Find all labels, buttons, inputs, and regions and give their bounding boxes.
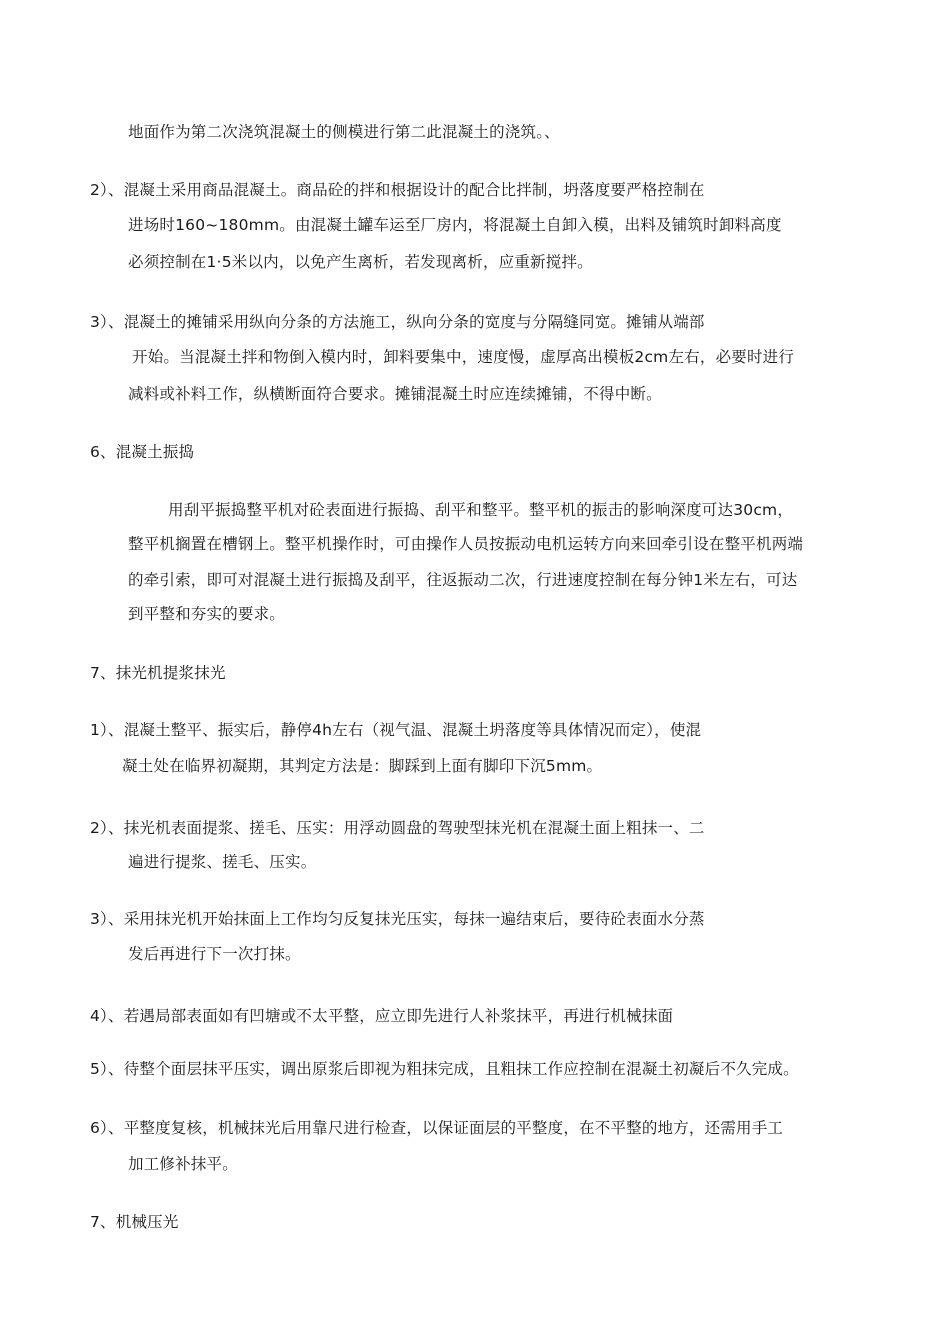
paragraph-line: 5）、待整个面层抹平压实，调出原浆后即视为粗抹完成，且粗抹工作应控制在混凝土初凝后不久完成。 [90, 1060, 799, 1078]
section-heading: 6、混凝土振捣 [90, 443, 195, 461]
paragraph-line: 1）、混凝土整平、振实后，静停4h左右（视气温、混凝土坍落度等具体情况而定），使混 [90, 721, 702, 739]
paragraph-line: 用刮平振捣整平机对砼表面进行振捣、刮平和整平。整平机的振击的影响深度可达30cm， [168, 501, 794, 519]
paragraph-line: 到平整和夯实的要求。 [128, 605, 286, 623]
paragraph-line: 进场时160~180mm。由混凝土罐车运至厂房内，将混凝土自卸入模，出料及铺筑时卸料高度 [128, 216, 782, 234]
paragraph-line: 发后再进行下一次打抹。 [128, 945, 301, 963]
section-heading: 7、抹光机提浆抹光 [90, 664, 226, 682]
paragraph-line: 4）、若遇局部表面如有凹塘或不太平整，应立即先进行人补浆抹平，再进行机械抹面 [90, 1007, 674, 1025]
paragraph-line: 的牵引索，即可对混凝土进行振捣及刮平，往返振动二次，行进速度控制在每分钟1米左右，可达 [128, 571, 798, 589]
paragraph-line: 3）、混凝土的摊铺采用纵向分条的方法施工，纵向分条的宽度与分隔缝同宽。摊铺从端部 [90, 313, 705, 331]
paragraph-line: 遍进行提浆、搓毛、压实。 [128, 853, 317, 871]
paragraph-line: 3）、采用抹光机开始抹面上工作均匀反复抹光压实，每抹一遍结束后，要待砼表面水分蒸 [90, 910, 705, 928]
paragraph-line: 整平机搁置在槽钢上。整平机操作时，可由操作人员按振动电机运转方向来回牵引设在整平机两端 [128, 535, 804, 553]
paragraph-line: 加工修补抹平。 [128, 1155, 238, 1173]
paragraph-line: 必须控制在1·5米以内，以免产生离析，若发现离析，应重新搅拌。 [128, 253, 593, 271]
paragraph-line: 开始。当混凝土拌和物倒入模内时，卸料要集中，速度慢，虚厚高出模板2cm左右，必要时进行 [132, 348, 795, 366]
paragraph-line: 6）、平整度复核，机械抹光后用靠尺进行检查，以保证面层的平整度，在不平整的地方，还需用手工 [90, 1119, 784, 1137]
paragraph-line: 地面作为第二次浇筑混凝土的侧模进行第二此混凝土的浇筑。、 [128, 123, 560, 141]
paragraph-line: 减料或补料工作，纵横断面符合要求。摊铺混凝土时应连续摊铺，不得中断。 [128, 385, 662, 403]
paragraph-line: 凝土处在临界初凝期，其判定方法是：脚踩到上面有脚印下沉5mm。 [122, 757, 603, 775]
paragraph-line: 2）、混凝土采用商品混凝土。商品砼的拌和根据设计的配合比拌制，坍落度要严格控制在 [90, 181, 705, 199]
section-heading: 7、机械压光 [90, 1213, 179, 1231]
paragraph-line: 2）、抹光机表面提浆、搓毛、压实：用浮动圆盘的驾驶型抹光机在混凝土面上粗抹一、二 [90, 819, 705, 837]
